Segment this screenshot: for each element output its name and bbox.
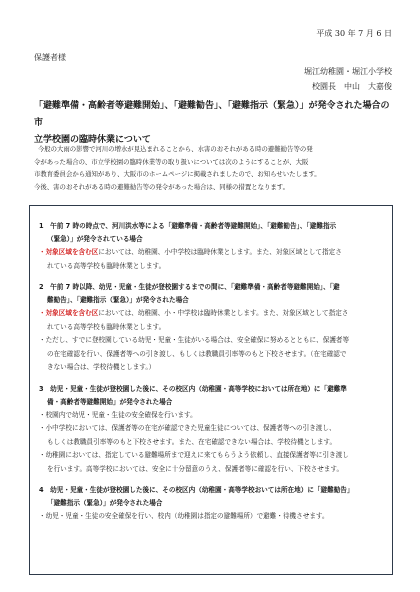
intro-line: 今般の大雨の影響で河川の増水が見込まれることから、水害のおそれがある時の避難勧告等の発 [37,145,313,153]
notice-sections [39,220,385,532]
section-text [39,307,385,321]
section-heading: （緊急）」が発令されている場合 [47,235,143,243]
section-2 [39,281,385,375]
section-heading: 備・高齢者等避難開始」が発令された場合 [47,397,173,406]
section-heading: 4 幼児・児童・生徒が登校園した後に、その校区内（幼稚園・高等学校おいては所在地）に「避難勧告」 [39,486,354,494]
date: 平成 30 年 7 月 6 日 [316,29,392,38]
section-3 [39,383,385,477]
section-text-inline: においては、幼稚園、小中学校は臨時休業とします。また、対象区域として指定さ [98,248,342,256]
section-text: を行います。高等学校においては、安全に十分留意のうえ、保護者等に確認を行い、下校させます。 [47,464,344,473]
sender-block [304,64,392,94]
section-heading: 1 午前 7 時の時点で、河川洪水等による「避難準備・高齢者等避難開始」、「避難勧告」、「避難指示 [39,222,337,230]
section-4 [39,484,385,524]
document-title [34,98,394,149]
section-text [39,246,385,260]
section-heading: 2 午前 7 時以降、幼児・児童・生徒が登校園するまでの間に、「避難準備・高齢者等避難開始」、「避 [39,283,340,291]
section-text: の在宅確認を行い、保護者等への引き渡し、もしくは教職員引率等のもと下校させます。（在宅確認で [47,349,347,358]
section-heading: 「避難指示（緊急）」が発令された場合 [47,499,163,507]
section-text: ・校園内で幼児・児童・生徒の安全確保を行います。 [39,410,197,419]
notice-box [29,205,393,575]
section-text: ・幼稚園においては、指定している避難場所まで迎えに来てもらうよう依頼し、直接保護者等に引き渡し [39,451,349,459]
section-text: ・幼児・児童・生徒の安全確保を行い、校内（幼稚園は指定の避難場所）で避難・待機させます。 [39,512,329,520]
intro-line: 市教育委員会から通知があり、大阪市のホームページに掲載されましたので、お知らせいたします。 [34,170,321,178]
intro-line: 今後、害のおそれがある時の避難勧告等の発令があった場合は、同様の措置となります。 [34,182,290,191]
section-1 [39,220,385,273]
intro-paragraph [34,143,390,193]
highlight-target-area: ・対象区域を含む区 [39,248,99,256]
section-heading: 難勧告」、「避難指示（緊急）」が発令された場合 [47,296,189,304]
section-text: きない場合は、学校待機とします。） [47,363,156,371]
title-line: 立学校園の臨時休業について [34,135,151,145]
section-text: ・ただし、すでに登校園している幼児・児童・生徒がいる場合は、安全確保に努めるとともに、保護者等 [39,336,350,344]
highlight-target-area: ・対象区域を含む区 [39,309,99,317]
title-line: 「避難準備・高齢者等避難開始」、「避難勧告」、「避難指示（緊急）」が発令された場合の市 [34,101,390,128]
intro-line: 令があった場合の、市立学校園の臨時休業等の取り扱いについては次のようにすることが、大阪 [34,157,309,166]
section-text: れている高等学校も臨時休業とします。 [47,322,166,331]
section-text-inline: においては、幼稚園、小・中学校は臨時休業とします。また、対象区域として指定さ [98,309,349,317]
section-heading: 3 幼児・児童・生徒が登校園した後に、その校区内（幼稚園・高等学校においては所在地）に「避難準 [39,384,347,393]
addressee: 保護者様 [34,53,66,62]
sender-school: 堀江幼稚園・堀江小学校 [304,67,392,76]
sender-principal: 校園長 中山 大嘉俊 [312,82,392,91]
section-text: ・小中学校においては、保護者等の在宅が確認できた児童生徒については、保護者等への引き渡し、 [39,424,336,432]
section-text: れている高等学校も臨時休業とします。 [47,261,166,270]
section-text: もしくは教職員引率等のもと下校させます。また、在宅確認できない場合は、学校待機とします。 [47,437,337,446]
